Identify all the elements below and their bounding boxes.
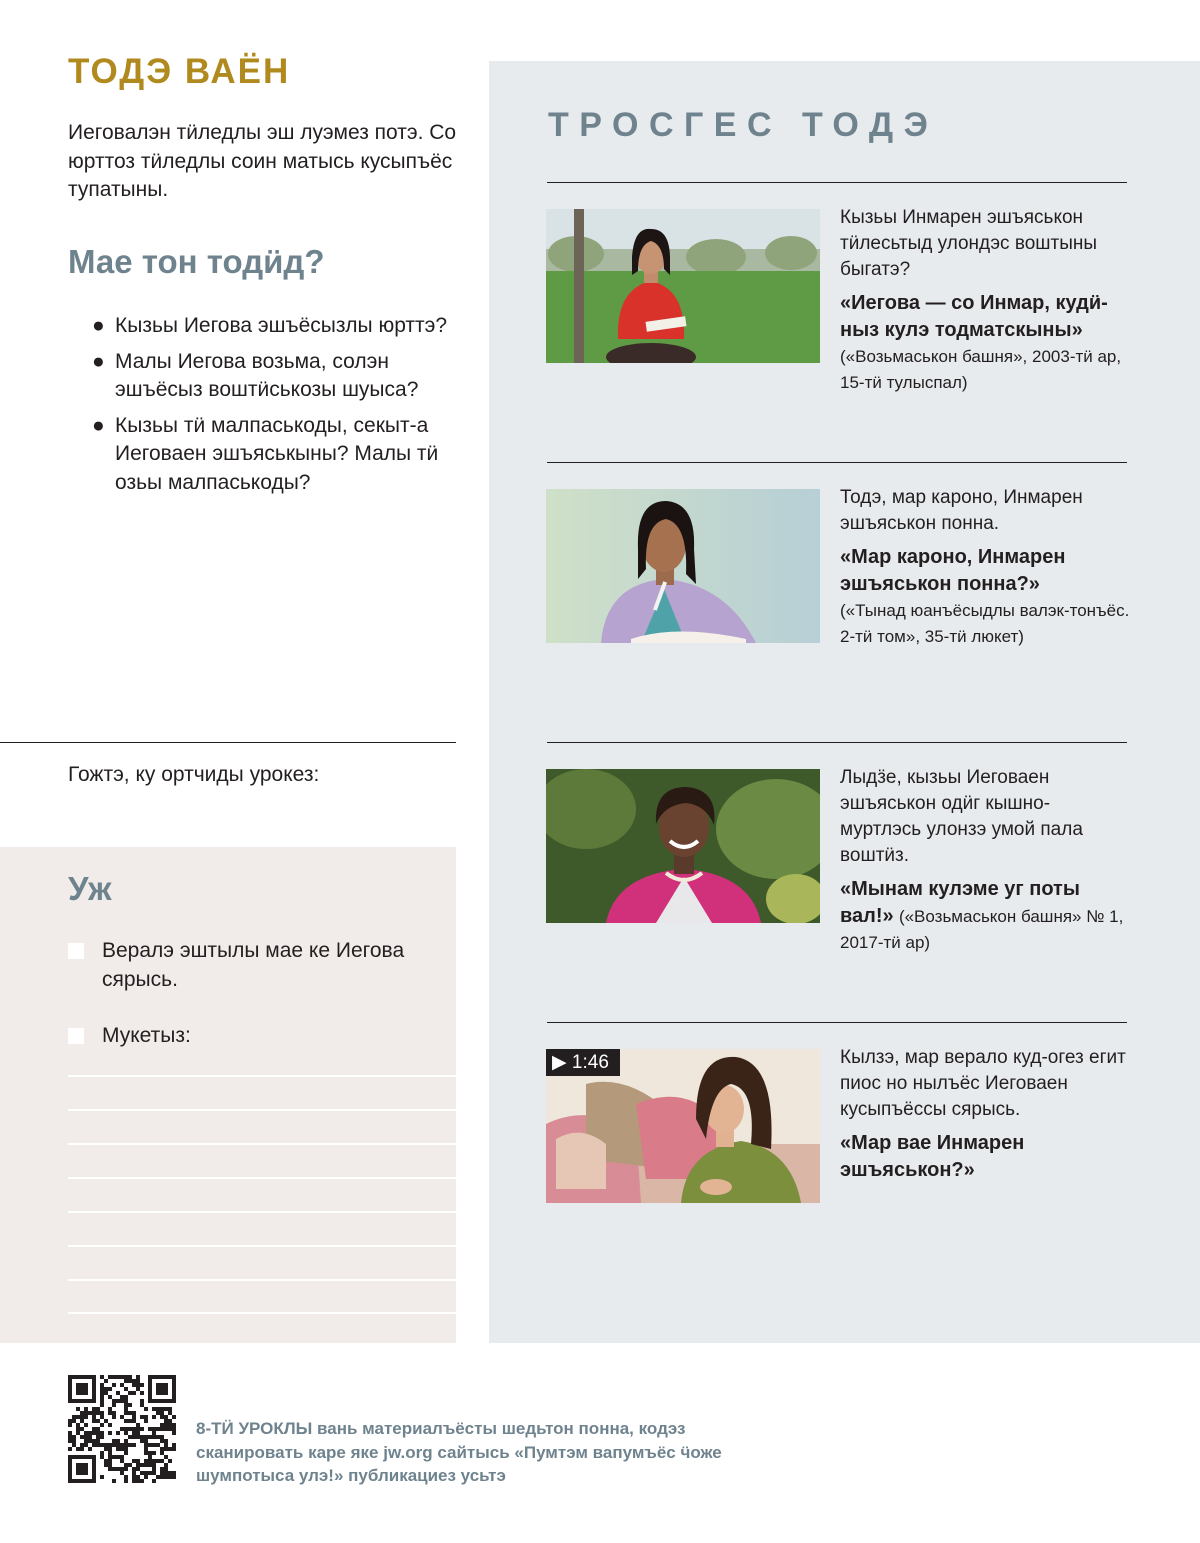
writing-line[interactable] [68, 1143, 456, 1145]
writing-line[interactable] [68, 1279, 456, 1281]
writing-line[interactable] [68, 1245, 456, 1247]
explore-entry [840, 485, 1130, 650]
entry-intro: Лыдӟе, кызьы Иеговаен эшъяськон одӥг кышно-муртлэсь улонзэ умой пала воштӥз. [840, 767, 1083, 866]
divider [0, 742, 456, 743]
video-play-badge[interactable] [546, 1049, 620, 1076]
bullet-icon: ● [92, 314, 105, 337]
play-icon: ▶ [552, 1052, 567, 1073]
entry-reference: («Возьмаськон башня», 2003-тӥ ар, 15-тӥ тулыспал) [840, 347, 1122, 392]
writing-line[interactable] [68, 1075, 456, 1077]
review-question: ● Кызьы Иегова эшъёсызлы юрттэ? [92, 312, 457, 341]
entry-link-title[interactable]: «Мар кароно, Инмарен эшъяськон понна?» [840, 546, 1066, 595]
review-question-list [92, 312, 457, 504]
entry-link-title[interactable]: «Мар вае Инмарен эшъяськон?» [840, 1132, 1025, 1181]
entry-link-title[interactable]: «Мынам кулэме уг поты вал!» [840, 878, 1080, 927]
entry-intro: Тодэ, мар кароно, Инмарен эшъяськон понна. [840, 487, 1083, 534]
woman-reading-photo[interactable] [546, 489, 820, 643]
review-question: ● Кызьы тӥ малпаськоды, секыт-а Иеговаен эшъяськыны? Малы тӥ озьы малпаськоды? [92, 413, 439, 494]
explore-entry [840, 765, 1130, 956]
bullet-icon: ● [92, 349, 105, 373]
entry-reference: («Тынад юанъёсыдлы валэк-тонъёс. 2-тӥ том», 35-тӥ люкет) [840, 601, 1130, 646]
entry-link-title[interactable]: «Иегова — со Инмар, кудӥ-ныз кулэ тодматскыны» [840, 292, 1108, 341]
assignment-heading: Уж [68, 870, 112, 907]
entry-intro: Кылзэ, мар верало куд-огез егит пиос но нылъёс Иеговаен кусыпъёссы сярысь. [840, 1047, 1126, 1120]
smiling-woman-photo[interactable] [546, 769, 820, 923]
divider [547, 462, 1127, 463]
review-question: ● Малы Иегова возьма, солэн эшъёсыз воштӥськозы шуыса? [92, 349, 419, 401]
review-heading: Мае тон тодӥд? [68, 243, 325, 280]
explore-entry [840, 1045, 1130, 1184]
lesson-date-label: Гожтэ, ку ортчиды урокез: [68, 763, 320, 786]
entry-reference: («Возьмаськон башня» № 1, 2017-тӥ ар) [840, 907, 1124, 952]
explore-entry [840, 205, 1130, 396]
writing-line[interactable] [68, 1177, 456, 1179]
summary-heading: ТОДЭ ВАЁН [68, 52, 291, 91]
checkbox-task-2[interactable] [68, 1028, 84, 1044]
divider [547, 182, 1127, 183]
task-label: Вералэ эштылы мае ке Иегова сярысь. [102, 939, 405, 991]
divider [547, 1022, 1127, 1023]
woman-in-orchard-photo[interactable] [546, 209, 820, 363]
writing-line[interactable] [68, 1312, 456, 1314]
task-label: Мукетыз: [102, 1024, 191, 1047]
divider [547, 742, 1127, 743]
qr-code[interactable] [68, 1375, 176, 1483]
writing-line[interactable] [68, 1211, 456, 1213]
bullet-icon: ● [92, 413, 105, 437]
summary-text: Иеговалэн тӥледлы эш луэмез потэ. Со юрттоз тӥледлы соин матысь кусыпъёс тупатыны. [68, 121, 457, 201]
writing-line[interactable] [68, 1109, 456, 1111]
entry-intro: Кызьы Инмарен эшъяськон тӥлесьтыд улондэс воштыны быгатэ? [840, 207, 1098, 280]
video-duration: 1:46 [571, 1052, 609, 1073]
explore-heading: ТРОСГЕС ТОДЭ [548, 106, 939, 144]
assignment-box [0, 847, 456, 1343]
checkbox-task-1[interactable] [68, 943, 84, 959]
footer-instructions: 8-ТӤ УРОКЛЫ вань материалъёсты шедьтон понна, кодэз сканировать каре яке jw.org сайтысь «Пумтэм вапумъёс ӵоже шумпотыса улэ!» публикациез усьтэ [196, 1419, 722, 1485]
